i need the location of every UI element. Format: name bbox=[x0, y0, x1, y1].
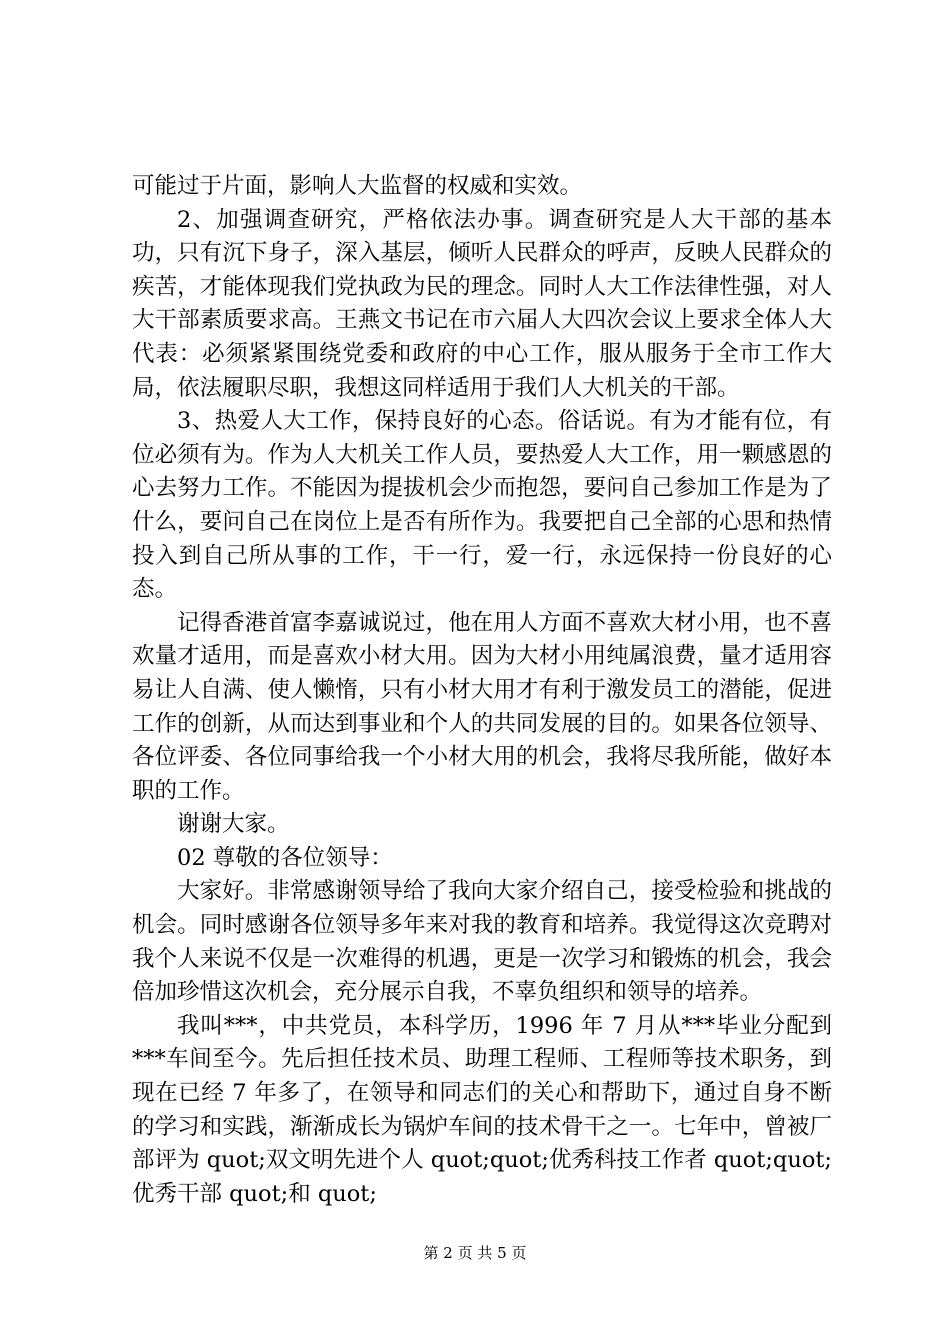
paragraph-7: 大家好。非常感谢领导给了我向大家介绍自己，接受检验和挑战的机会。同时感谢各位领导多年来对我的教育和培养。我觉得这次竞聘对我个人来说不仅是一次难得的机遇，更是一次学习和锻炼的机会，我会倍加珍惜这次机会，充分展示自我，不辜负组织和领导的培养。 bbox=[132, 878, 832, 1006]
page-number-footer: 第 2 页 共 5 页 bbox=[423, 1244, 527, 1262]
paragraph-2: 2、加强调查研究，严格依法办事。调查研究是人大干部的基本功，只有沉下身子，深入基层，倾听人民群众的呼声，反映人民群众的疾苦，才能体现我们党执政为民的理念。同时人大工作法律性强，对人大干部素质要求高。王燕文书记在市六届人大四次会议上要求全体人大代表：必须紧紧围绕党委和政府的中心工作，服从服务于全市工作大局，依法履职尽职，我想这同样适用于我们人大机关的干部。 bbox=[132, 206, 832, 401]
paragraph-3: 3、热爱人大工作，保持良好的心态。俗话说。有为才能有位，有位必须有为。作为人大机关工作人员，要热爱人大工作，用一颗感恩的心去努力工作。不能因为提拔机会少而抱怨，要问自己参加工作是为了什么，要问自己在岗位上是否有所作为。我要把自己全部的心思和热情投入到自己所从事的工作，干一行，爱一行，永远保持一份良好的心态。 bbox=[132, 408, 832, 603]
paragraph-4: 记得香港首富李嘉诚说过，他在用人方面不喜欢大材小用，也不喜欢量才适用，而是喜欢小材大用。因为大材小用纯属浪费，量才适用容易让人自满、使人懒惰，只有小材大用才有利于激发员工的潜能，促进工作的创新，从而达到事业和个人的共同发展的目的。如果各位领导、各位评委、各位同事给我一个小材大用的机会，我将尽我所能，做好本职的工作。 bbox=[132, 609, 832, 804]
paragraph-5: 谢谢大家。 bbox=[177, 811, 290, 838]
paragraph-8: 我叫***，中共党员，本科学历，1996 年 7 月从***毕业分配到***车间至今。先后担任技术员、助理工程师、工程师等技术职务，到现在已经 7 年多了，在领导和同志们的关心和帮助下，通过自身不断的学习和实践，渐渐成长为锅炉车间的技术骨干之一。七年中，曾被厂部评为 quot;双文明先进个人 quot;quot;优秀科技工作者 quot;quot;优秀干部 quot;和 quot; bbox=[132, 1012, 832, 1207]
document-body bbox=[132, 170, 832, 1211]
section-heading: 02 尊敬的各位领导： bbox=[177, 844, 393, 871]
paragraph-1: 可能过于片面，影响人大监督的权威和实效。 bbox=[132, 173, 583, 199]
